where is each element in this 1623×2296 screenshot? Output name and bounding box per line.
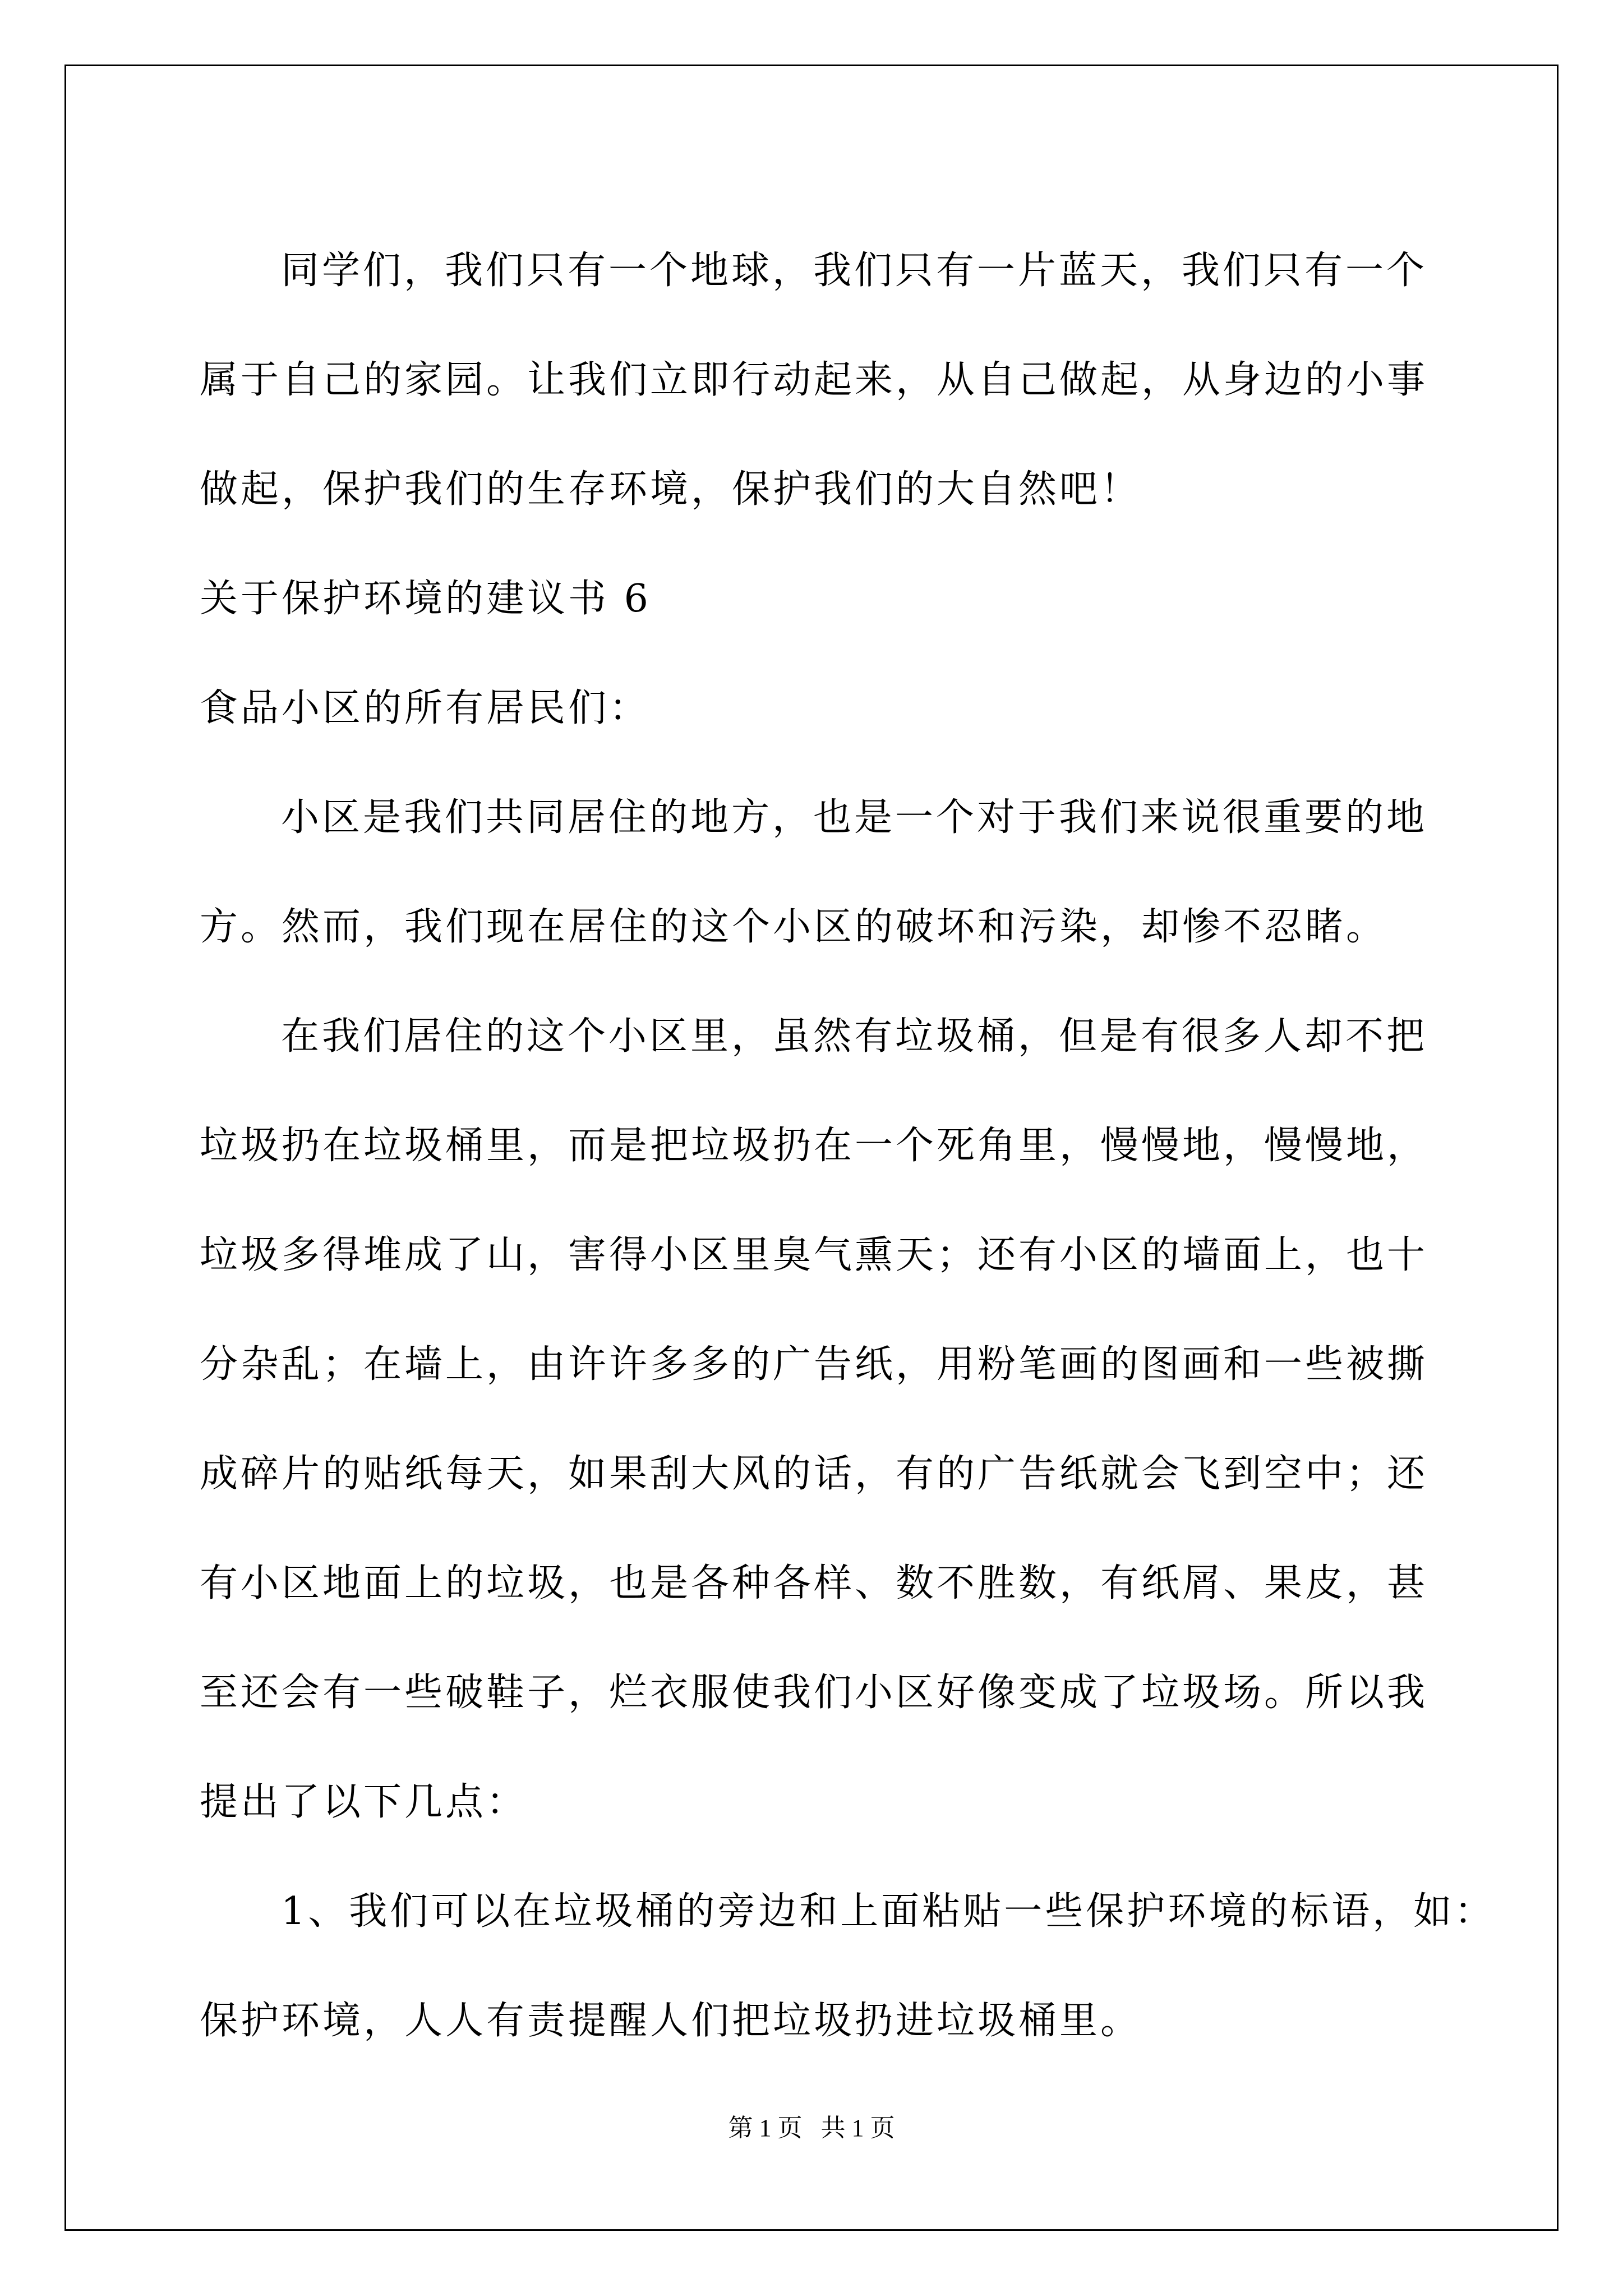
text-line: 同学们，我们只有一个地球，我们只有一片蓝天，我们只有一个 — [281, 249, 1428, 293]
text-line: 分杂乱；在墙上，由许许多多的广告纸，用粉笔画的图画和一些被撕 — [200, 1342, 1428, 1387]
text-line: 成碎片的贴纸每天，如果刮大风的话，有的广告纸就会飞到空中；还 — [200, 1452, 1428, 1496]
text-line: 方。然而，我们现在居住的这个小区的破坏和污染，却惨不忍睹。 — [200, 905, 1387, 949]
document-body — [200, 216, 1496, 2076]
text-line: 有小区地面上的垃圾，也是各种各样、数不胜数，有纸屑、果皮，甚 — [200, 1561, 1428, 1605]
page-number-footer: 第 1 页 共 1 页 — [728, 2114, 895, 2142]
text-line: 保护环境，人人有责提醒人们把垃圾扔进垃圾桶里。 — [200, 1999, 1142, 2043]
text-line: 做起，保护我们的生存环境，保护我们的大自然吧！ — [200, 467, 1142, 512]
text-line: 属于自己的家园。让我们立即行动起来，从自己做起，从身边的小事 — [200, 358, 1428, 402]
text-line: 垃圾多得堆成了山，害得小区里臭气熏天；还有小区的墙面上，也十 — [200, 1233, 1428, 1277]
section-heading: 关于保护环境的建议书 6 — [200, 577, 651, 621]
salutation: 食品小区的所有居民们： — [200, 686, 651, 730]
text-line: 在我们居住的这个小区里，虽然有垃圾桶，但是有很多人却不把 — [281, 1014, 1428, 1059]
text-line: 小区是我们共同居住的地方，也是一个对于我们来说很重要的地 — [281, 795, 1428, 840]
text-line: 垃圾扔在垃圾桶里，而是把垃圾扔在一个死角里，慢慢地，慢慢地， — [200, 1124, 1428, 1168]
text-line: 至还会有一些破鞋子，烂衣服使我们小区好像变成了垃圾场。所以我 — [200, 1671, 1428, 1715]
text-line: 提出了以下几点： — [200, 1780, 528, 1824]
text-line: 1、我们可以在垃圾桶的旁边和上面粘贴一些保护环境的标语，如： — [281, 1889, 1496, 1934]
